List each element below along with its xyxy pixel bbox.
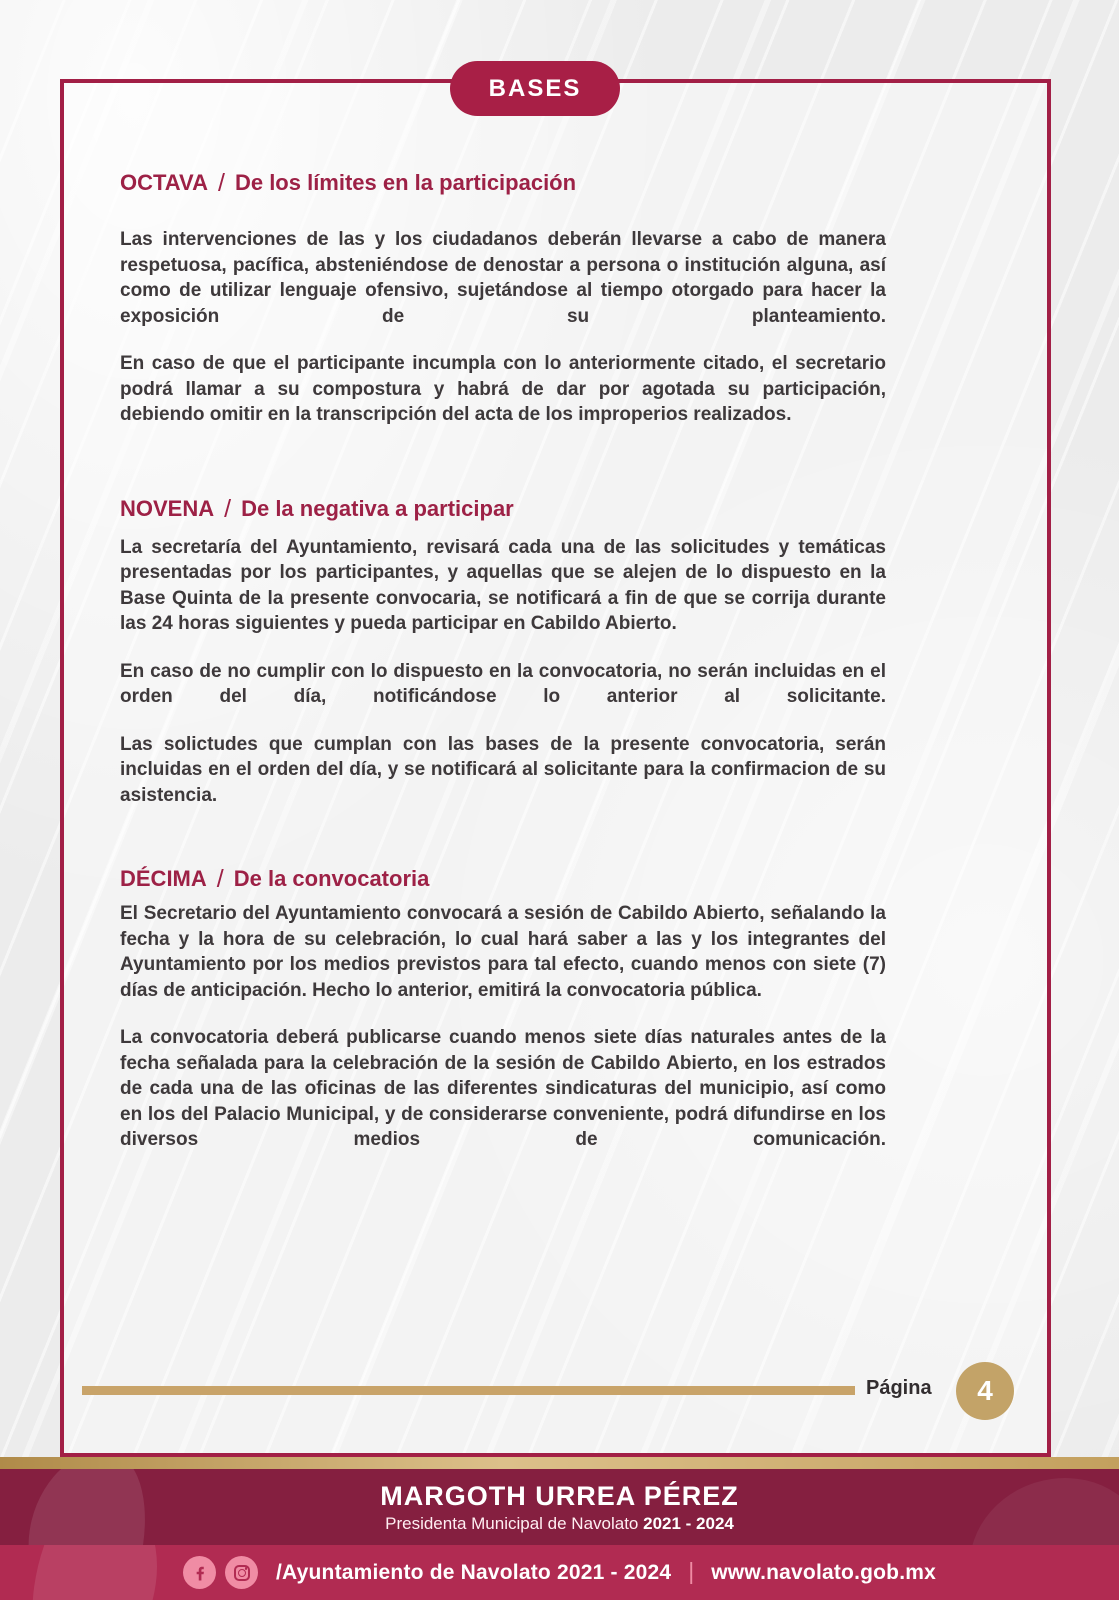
body-paragraph: En caso de que el participante incumpla con lo anteriormente citado, el secretario podrá llamar a su compostura y habrá de dar por agotada su participación, debiendo omitir en la transcripción del acta de los improperios realizados. — [120, 353, 886, 425]
section-title: De la negativa a participar — [241, 495, 514, 521]
facebook-icon — [183, 1556, 216, 1589]
gold-divider-strip — [0, 1457, 1119, 1469]
instagram-dot — [245, 1567, 248, 1570]
body-paragraph: La convocatoria deberá publicarse cuando menos siete días naturales antes de la fecha señalada para la celebración de la sesión de Cabildo Abierto, en los estrados de cada una de las oficinas de las diferentes sindicaturas del municipio, así como en los del Palacio Municipal, y de considerarse conveniente, podrá difundirse en los diversos medios de comunicación. — [120, 1027, 886, 1150]
website-suffix: gob.mx — [860, 1560, 936, 1584]
section-number: DÉCIMA — [120, 866, 207, 891]
body-paragraph: El Secretario del Ayuntamiento convocará a sesión de Cabildo Abierto, señalando la fecha y la hora de su celebración, lo cual hará saber a las y los integrantes del Ayuntamiento por los medios previstos para tal efecto, cuando menos con siete (7) días de anticipación. Hecho lo anterior, emitirá la convocatoria pública. — [120, 903, 886, 1001]
section-number: OCTAVA — [120, 170, 208, 195]
section-heading — [120, 864, 886, 893]
website-url — [711, 1561, 936, 1585]
body-paragraph: Las intervenciones de las y los ciudadanos deberán llevarse a cabo de manera respetuosa, pacífica, absteniéndose de denostar a persona o institución alguna, así como de utilizar lenguaje ofensivo, sujetándose al tiempo otorgado para hacer la exposición de su planteamiento. — [120, 229, 886, 327]
footer-name-band — [0, 1469, 1119, 1545]
social-bar — [0, 1545, 1119, 1600]
social-row — [0, 1545, 1119, 1600]
mayor-name: MARGOTH URREA PÉREZ — [380, 1480, 739, 1511]
separator-pipe: | — [688, 1558, 695, 1584]
page-footer-rule — [82, 1386, 855, 1395]
page-number-label: Página — [866, 1377, 932, 1399]
section-title: De la convocatoria — [233, 866, 430, 891]
heading-slash: / — [216, 865, 224, 893]
instagram-lens — [238, 1569, 246, 1577]
heading-slash: / — [218, 169, 225, 197]
section-novena — [120, 494, 886, 809]
section-octava — [120, 168, 886, 428]
mayor-term: 2021 - 2024 — [643, 1513, 734, 1533]
body-paragraph: En caso de no cumplir con lo dispuesto en la convocatoria, no serán incluidas en el orden del día, notificándose lo anterior al solicitante. — [120, 660, 886, 707]
document-content — [120, 168, 886, 1175]
bases-badge-label: BASES — [488, 74, 582, 102]
heading-slash: / — [224, 494, 232, 523]
page-number: 4 — [977, 1375, 993, 1406]
section-title: De los límites en la participación — [234, 170, 577, 195]
mayor-title-text: Presidenta Municipal de Navolato — [385, 1513, 639, 1533]
bases-badge — [450, 61, 620, 116]
section-number: NOVENA — [120, 495, 215, 521]
website-prefix: www.navolato. — [711, 1560, 861, 1584]
instagram-icon — [225, 1556, 258, 1589]
section-heading — [120, 494, 886, 523]
instagram-frame — [234, 1565, 250, 1581]
body-paragraph: Las solictudes que cumplan con las bases de la presente convocatoria, serán incluidas en el orden del día, y se notificará al solicitante para la confirmacion de su asistencia. — [120, 733, 886, 806]
body-paragraph: La secretaría del Ayuntamiento, revisará cada una de las solicitudes y temáticas presentadas por los participantes, y aquellas que se alejen de lo dispuesto en la Base Quinta de la presente convocaria, se notificará a fin de que se corrija durante las 24 horas siguientes y pueda participar en Cabildo Abierto. — [120, 536, 886, 634]
footer-name-group — [0, 1469, 1119, 1545]
social-handle: /Ayuntamiento de Navolato 2021 - 2024 — [276, 1560, 672, 1584]
page-number-badge — [956, 1362, 1014, 1420]
section-heading — [120, 168, 886, 197]
mayor-title — [385, 1514, 734, 1534]
section-decima — [120, 864, 886, 1153]
